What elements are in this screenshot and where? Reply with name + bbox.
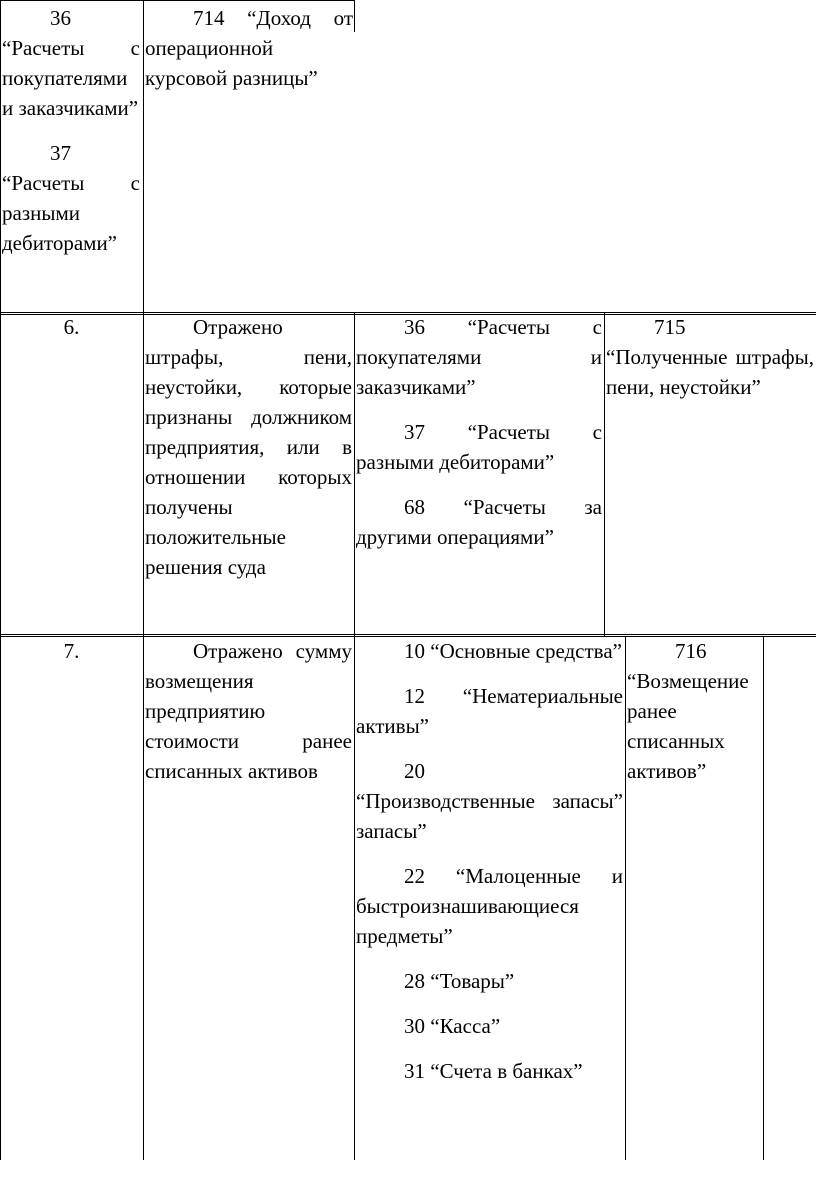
table-border-top <box>0 0 354 1</box>
row7-number-cell <box>0 636 143 666</box>
row0-credit-entry <box>145 3 353 93</box>
row0-credit-code: 714 <box>193 6 225 30</box>
row7-debit-name-3: “Производственные запасы” запасы” <box>356 789 623 843</box>
row0-debit-code-2: 37 <box>50 141 71 165</box>
row7-debit-entry-1 <box>356 636 623 666</box>
row6-credit-code: 715 <box>654 315 686 339</box>
row6-debit-entry-1 <box>356 312 602 402</box>
row7-debit-code-6: 30 <box>404 1014 425 1038</box>
row0-debit-name-1: “Расчеты с покупателями и заказчиками” <box>2 36 140 120</box>
row6-debit-entry-3 <box>356 492 602 552</box>
row7-debit-code-1: 10 <box>404 639 425 663</box>
row7-description: Отражено сумму возмещения предприятию стоимости ранее списанных активов <box>145 639 352 783</box>
row7-debit-entry-7 <box>356 1056 623 1086</box>
row6-debit-entry-2 <box>356 417 602 477</box>
row7-credit-name: “Возмещение ранее списанных активов” <box>627 669 749 783</box>
row-divider-7-top-a <box>0 634 816 635</box>
row7-debit-code-3: 20 <box>404 759 425 783</box>
row7-debit-code-7: 31 <box>404 1059 425 1083</box>
row7-credit-code: 716 <box>675 639 707 663</box>
row7-debit-name-2: “Нематериальные активы” <box>356 684 623 738</box>
row0-credit-name: “Доход от операционной курсовой разницы” <box>145 6 353 90</box>
row6-debit-name-3: “Расчеты за другими операциями” <box>356 495 602 549</box>
column-divider-3-row7 <box>625 636 626 1160</box>
row7-debit-entry-4 <box>356 861 623 951</box>
row6-debit-cell <box>356 312 602 552</box>
row6-debit-name-2: “Расчеты с разными дебиторами” <box>356 420 602 474</box>
row7-debit-name-6: “Касса” <box>430 1014 501 1038</box>
row6-credit-name: “Полученные штрафы, пени, неустойки” <box>606 345 814 399</box>
table-border-left <box>0 0 1 1160</box>
column-divider-1 <box>143 0 144 1160</box>
row0-credit-cell <box>145 3 353 93</box>
row7-debit-cell <box>356 636 623 1086</box>
column-divider-3-row6 <box>604 312 605 636</box>
row7-description-cell <box>145 636 352 786</box>
row6-description: Отражено штрафы, пени, неустойки, которые признаны должником предприятия, или в отношении которых получены положительные решения суда <box>145 315 352 579</box>
row6-description-cell <box>145 312 352 582</box>
row6-debit-name-1: “Расчеты с покупателями и заказчиками” <box>356 315 602 399</box>
column-divider-4-row7 <box>763 636 764 1160</box>
column-divider-2-top <box>354 0 355 32</box>
row7-debit-entry-2 <box>356 681 623 741</box>
row6-debit-code-3: 68 <box>404 495 425 519</box>
row0-debit-name-2: “Расчеты с разными дебиторами” <box>2 171 140 255</box>
row7-number: 7. <box>63 639 80 663</box>
row6-number-cell <box>0 312 143 342</box>
row0-debit-cell <box>2 3 140 258</box>
row6-debit-code-2: 37 <box>404 420 425 444</box>
row7-debit-name-7: “Счета в банках” <box>430 1059 583 1083</box>
row0-debit-code-1: 36 <box>50 6 71 30</box>
column-divider-2 <box>354 312 355 1160</box>
row6-credit-cell <box>606 312 814 402</box>
row7-debit-name-4: “Малоценные и быстроизнашивающиеся предметы” <box>356 864 623 948</box>
row7-debit-name-5: “Товары” <box>430 969 515 993</box>
row6-number: 6. <box>63 315 80 339</box>
row7-debit-code-4: 22 <box>404 864 425 888</box>
row7-debit-entry-6 <box>356 1011 623 1041</box>
row7-debit-code-2: 12 <box>404 684 425 708</box>
row7-credit-cell <box>627 636 762 786</box>
row6-debit-code-1: 36 <box>404 315 425 339</box>
row7-debit-name-1: “Основные средства” <box>430 639 622 663</box>
row7-debit-entry-5 <box>356 966 623 996</box>
row7-debit-code-5: 28 <box>404 969 425 993</box>
